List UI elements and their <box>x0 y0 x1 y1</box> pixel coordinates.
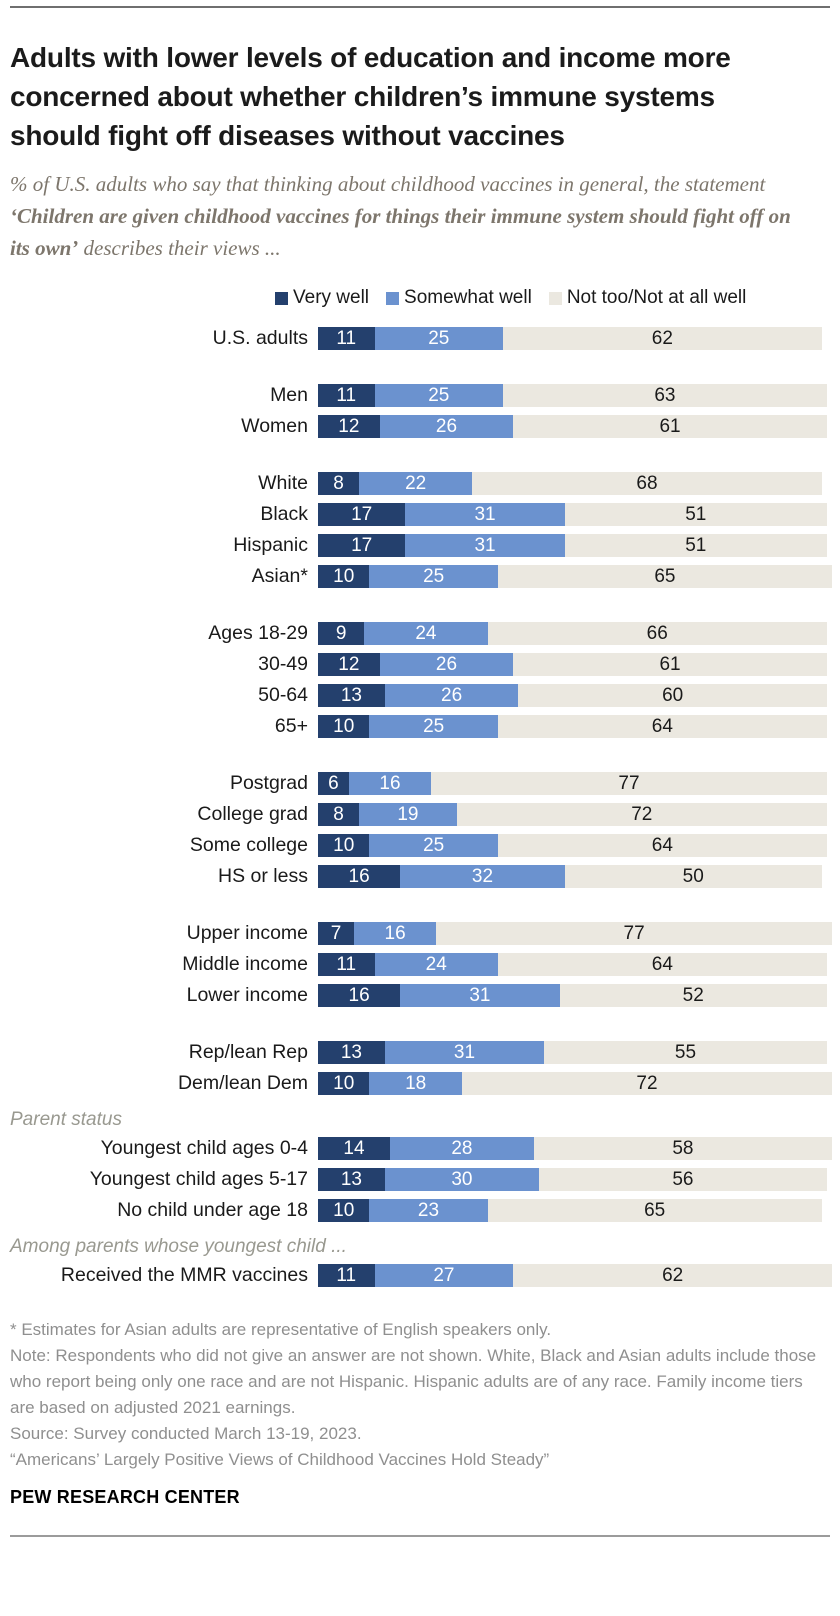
bar-row <box>10 984 830 1007</box>
bar-row <box>10 1199 830 1222</box>
bar-group <box>10 472 830 588</box>
source-note: Source: Survey conducted March 13-19, 2023. <box>10 1424 362 1443</box>
bar-row <box>10 384 830 407</box>
top-divider <box>10 6 830 8</box>
bar-segment-very-well: 13 <box>318 1168 385 1191</box>
bar-row <box>10 565 830 588</box>
stacked-bar <box>318 922 832 945</box>
bar-row <box>10 834 830 857</box>
bar-segment-somewhat-well: 16 <box>354 922 436 945</box>
category-label: 65+ <box>274 715 308 737</box>
bar-segment-not-well: 72 <box>462 1072 832 1095</box>
bar-segment-somewhat-well: 26 <box>385 684 519 707</box>
category-label: College grad <box>197 803 308 825</box>
bar-segment-somewhat-well: 31 <box>400 984 559 1007</box>
category-label: Lower income <box>186 984 308 1006</box>
bar-segment-not-well: 56 <box>539 1168 827 1191</box>
bar-segment-somewhat-well: 31 <box>405 534 564 557</box>
bar-segment-very-well: 10 <box>318 834 369 857</box>
bar-row <box>10 803 830 826</box>
stacked-bar <box>318 1072 832 1095</box>
bar-row <box>10 415 830 438</box>
bar-segment-very-well: 10 <box>318 1199 369 1222</box>
bar-segment-not-well: 64 <box>498 715 827 738</box>
bar-segment-not-well: 61 <box>513 415 827 438</box>
bar-segment-not-well: 60 <box>518 684 826 707</box>
bar-row <box>10 715 830 738</box>
chart-title: Adults with lower levels of education and income more concerned about whether children’s immune systems should fight off diseases without vaccines <box>10 42 731 151</box>
category-label: Rep/lean Rep <box>188 1041 308 1063</box>
bar-group <box>10 384 830 438</box>
bar-segment-very-well: 13 <box>318 1041 385 1064</box>
bar-segment-somewhat-well: 16 <box>349 772 431 795</box>
category-label: Youngest child ages 0-4 <box>100 1137 308 1159</box>
bar-segment-very-well: 13 <box>318 684 385 707</box>
stacked-bar <box>318 622 832 645</box>
category-label: Hispanic <box>233 534 308 556</box>
bar-segment-not-well: 62 <box>503 327 822 350</box>
stacked-bar <box>318 503 832 526</box>
bar-segment-somewhat-well: 22 <box>359 472 472 495</box>
bar-segment-somewhat-well: 24 <box>364 622 487 645</box>
bar-row <box>10 1041 830 1064</box>
bar-row <box>10 1137 830 1160</box>
category-label: Black <box>260 503 308 525</box>
bar-segment-somewhat-well: 25 <box>369 565 498 588</box>
subtitle-emphasis: ‘Children are given childhood vaccines for things their immune system should fight off on its own’ <box>10 204 791 260</box>
chart-subtitle <box>10 168 810 264</box>
bar-row <box>10 1072 830 1095</box>
bar-segment-somewhat-well: 26 <box>380 415 514 438</box>
bar-segment-somewhat-well: 31 <box>385 1041 544 1064</box>
bar-segment-very-well: 10 <box>318 1072 369 1095</box>
category-label: Dem/lean Dem <box>177 1072 308 1094</box>
category-label: White <box>258 472 308 494</box>
asterisk-note: * Estimates for Asian adults are representative of English speakers only. <box>10 1320 552 1339</box>
bar-segment-somewhat-well: 30 <box>385 1168 539 1191</box>
stacked-bar <box>318 384 832 407</box>
bar-segment-not-well: 68 <box>472 472 822 495</box>
bar-segment-not-well: 62 <box>513 1264 832 1287</box>
bar-row <box>10 922 830 945</box>
bar-segment-very-well: 7 <box>318 922 354 945</box>
bar-row <box>10 534 830 557</box>
bar-segment-somewhat-well: 32 <box>400 865 564 888</box>
bar-segment-somewhat-well: 25 <box>375 384 504 407</box>
very-well-swatch-icon <box>275 292 288 305</box>
legend-item-very-well <box>275 287 369 309</box>
bar-segment-somewhat-well: 23 <box>369 1199 487 1222</box>
bar-segment-very-well: 10 <box>318 715 369 738</box>
bottom-divider <box>10 1535 830 1537</box>
bar-group <box>10 772 830 888</box>
not-well-swatch-icon <box>549 292 562 305</box>
bar-segment-not-well: 52 <box>560 984 827 1007</box>
stacked-bar <box>318 865 832 888</box>
bar-segment-not-well: 64 <box>498 834 827 857</box>
footnotes <box>10 1317 822 1473</box>
bar-segment-somewhat-well: 27 <box>375 1264 514 1287</box>
bar-row <box>10 684 830 707</box>
stacked-bar <box>318 415 832 438</box>
stacked-bar <box>318 1264 832 1287</box>
bar-group <box>10 1110 830 1222</box>
stacked-bar <box>318 1041 832 1064</box>
stacked-bar <box>318 653 832 676</box>
category-label: Men <box>270 384 308 406</box>
bar-segment-very-well: 9 <box>318 622 364 645</box>
subtitle-prefix: % of U.S. adults who say that thinking about childhood vaccines in general, the statement <box>10 172 766 196</box>
bar-row <box>10 472 830 495</box>
stacked-bar <box>318 565 832 588</box>
bar-segment-not-well: 51 <box>565 534 827 557</box>
bar-segment-very-well: 11 <box>318 327 375 350</box>
bar-segment-not-well: 61 <box>513 653 827 676</box>
bar-group <box>10 1041 830 1095</box>
legend-label-very-well: Very well <box>293 287 370 308</box>
stacked-bar <box>318 953 832 976</box>
stacked-bar <box>318 327 832 350</box>
bar-segment-somewhat-well: 26 <box>380 653 514 676</box>
bar-segment-not-well: 65 <box>498 565 832 588</box>
category-label: Middle income <box>182 953 308 975</box>
bar-segment-very-well: 17 <box>318 534 405 557</box>
stacked-bar-chart <box>10 327 830 1287</box>
category-label: Received the MMR vaccines <box>60 1264 308 1286</box>
legend-item-somewhat-well <box>386 287 532 309</box>
bar-segment-not-well: 66 <box>488 622 827 645</box>
category-label: 30-49 <box>258 653 308 675</box>
bar-segment-somewhat-well: 25 <box>369 834 498 857</box>
bar-segment-somewhat-well: 31 <box>405 503 564 526</box>
subtitle-suffix: describes their views ... <box>78 236 281 260</box>
bar-segment-very-well: 17 <box>318 503 405 526</box>
bar-segment-very-well: 6 <box>318 772 349 795</box>
bar-segment-very-well: 10 <box>318 565 369 588</box>
bar-group <box>10 327 830 350</box>
bar-segment-not-well: 58 <box>534 1137 832 1160</box>
section-label: Among parents whose youngest child ... <box>10 1236 347 1257</box>
stacked-bar <box>318 534 832 557</box>
stacked-bar <box>318 472 832 495</box>
bar-segment-very-well: 12 <box>318 653 380 676</box>
legend-item-not-well <box>549 287 747 309</box>
category-label: Upper income <box>186 922 308 944</box>
bar-group <box>10 1237 830 1287</box>
bar-row <box>10 1168 830 1191</box>
bar-segment-somewhat-well: 24 <box>375 953 498 976</box>
bar-segment-somewhat-well: 25 <box>375 327 504 350</box>
category-label: 50-64 <box>258 684 308 706</box>
category-label: No child under age 18 <box>117 1199 308 1221</box>
bar-segment-very-well: 12 <box>318 415 380 438</box>
legend-label-somewhat-well: Somewhat well <box>404 287 532 308</box>
stacked-bar <box>318 684 832 707</box>
category-label: Youngest child ages 5-17 <box>89 1168 308 1190</box>
bar-segment-not-well: 72 <box>457 803 827 826</box>
bar-segment-very-well: 8 <box>318 803 359 826</box>
stacked-bar <box>318 803 832 826</box>
bar-segment-not-well: 51 <box>565 503 827 526</box>
bar-segment-very-well: 16 <box>318 984 400 1007</box>
bar-segment-somewhat-well: 28 <box>390 1137 534 1160</box>
somewhat-well-swatch-icon <box>386 292 399 305</box>
pew-research-center-wordmark: PEW RESEARCH CENTER <box>10 1487 240 1507</box>
methodology-note: Note: Respondents who did not give an answer are not shown. White, Black and Asian adults include those who report being only one race and are not Hispanic. Hispanic adults are of any race. Family income tiers are based on adjusted 2021 earnings. <box>10 1346 817 1417</box>
bar-segment-very-well: 8 <box>318 472 359 495</box>
bar-segment-not-well: 50 <box>565 865 822 888</box>
bar-row <box>10 327 830 350</box>
stacked-bar <box>318 984 832 1007</box>
bar-segment-not-well: 63 <box>503 384 827 407</box>
bar-segment-very-well: 11 <box>318 953 375 976</box>
category-label: Some college <box>189 834 308 856</box>
stacked-bar <box>318 1137 832 1160</box>
bar-segment-very-well: 16 <box>318 865 400 888</box>
category-label: Ages 18-29 <box>208 622 308 644</box>
category-label: Women <box>241 415 308 437</box>
bar-row <box>10 503 830 526</box>
bar-row <box>10 653 830 676</box>
section-label: Parent status <box>10 1109 122 1130</box>
stacked-bar <box>318 834 832 857</box>
bar-segment-somewhat-well: 25 <box>369 715 498 738</box>
bar-segment-somewhat-well: 18 <box>369 1072 462 1095</box>
category-label: HS or less <box>218 865 308 887</box>
bar-row <box>10 953 830 976</box>
bar-row <box>10 622 830 645</box>
bar-segment-not-well: 65 <box>488 1199 822 1222</box>
stacked-bar <box>318 772 832 795</box>
legend <box>275 288 830 308</box>
bar-group <box>10 622 830 738</box>
bar-segment-very-well: 11 <box>318 384 375 407</box>
category-label: U.S. adults <box>212 327 308 349</box>
bar-segment-very-well: 11 <box>318 1264 375 1287</box>
bar-row <box>10 1264 830 1287</box>
bar-group <box>10 922 830 1007</box>
bar-segment-not-well: 55 <box>544 1041 827 1064</box>
category-label: Asian* <box>251 565 308 587</box>
bar-segment-not-well: 77 <box>436 922 832 945</box>
category-label: Postgrad <box>229 772 308 794</box>
bar-segment-very-well: 14 <box>318 1137 390 1160</box>
bar-row <box>10 772 830 795</box>
bar-segment-somewhat-well: 19 <box>359 803 457 826</box>
stacked-bar <box>318 1168 832 1191</box>
legend-label-not-well: Not too/Not at all well <box>566 287 747 308</box>
report-title-note: “Americans’ Largely Positive Views of Childhood Vaccines Hold Steady” <box>10 1450 550 1469</box>
stacked-bar <box>318 1199 832 1222</box>
stacked-bar <box>318 715 832 738</box>
bar-segment-not-well: 77 <box>431 772 827 795</box>
bar-row <box>10 865 830 888</box>
bar-segment-not-well: 64 <box>498 953 827 976</box>
